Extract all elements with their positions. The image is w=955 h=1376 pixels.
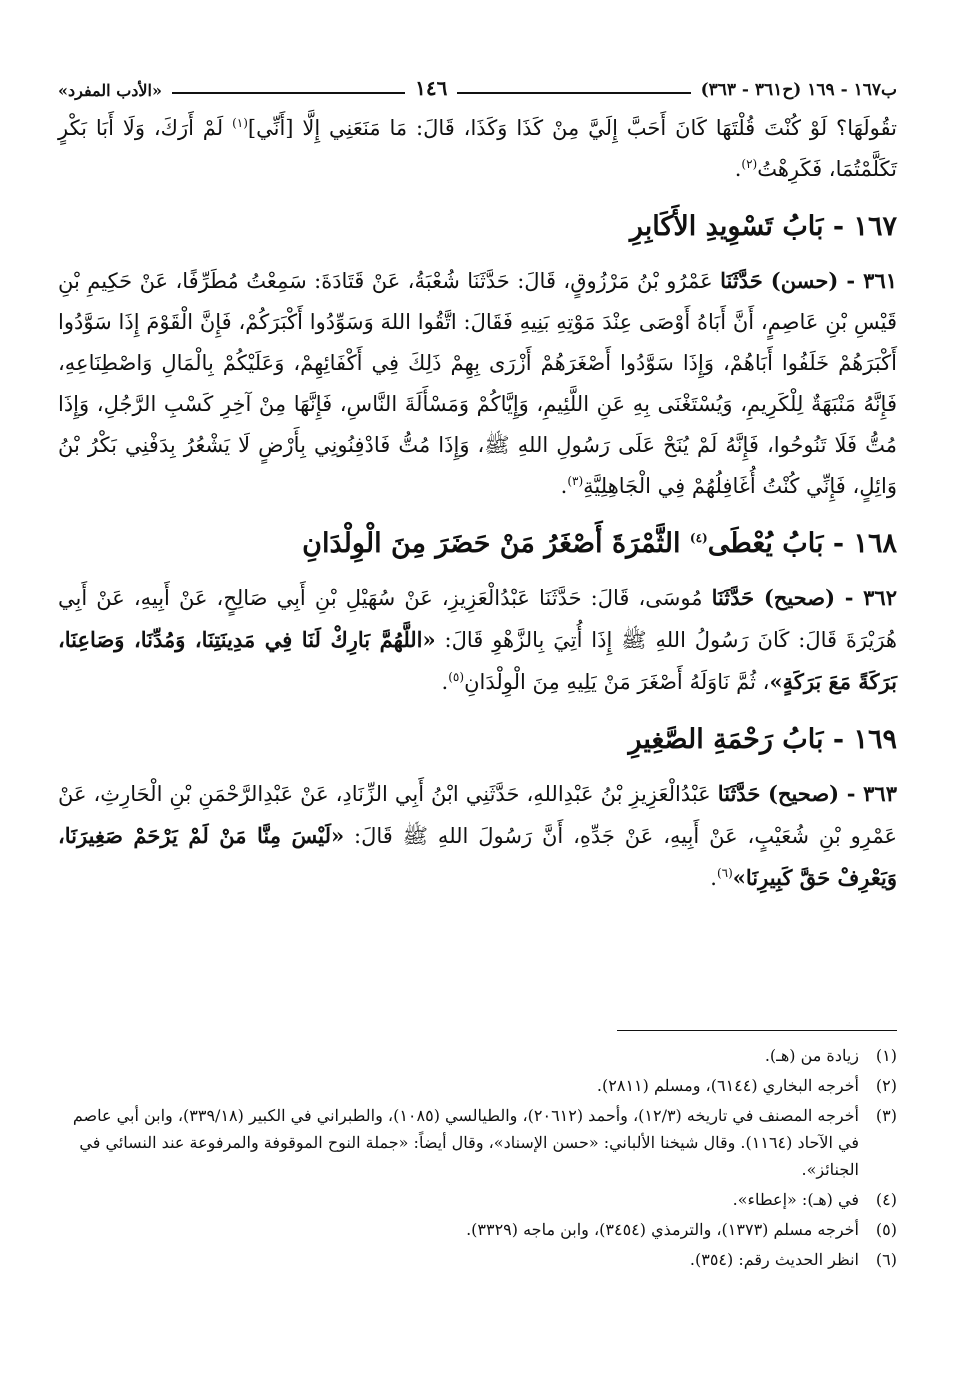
prophetic-quote: «اللَّهُمَّ بَارِكْ لَنَا فِي مَدِينَتِنَا، وَمُدِّنَا، وَصَاعِنَا، بَرَكَةً مَعَ بَرَكَةٍ» bbox=[58, 627, 897, 694]
hadith-grade: (حسن) حَدَّثَنَا bbox=[720, 268, 839, 293]
hadith-grade: (صحيح) حَدَّثَنَا bbox=[717, 781, 840, 806]
footnote bbox=[58, 1102, 897, 1183]
footnote bbox=[58, 1072, 897, 1099]
page-header bbox=[58, 66, 897, 100]
page-number: ١٤٦ bbox=[415, 76, 448, 100]
header-rule bbox=[457, 92, 690, 94]
book-title: «الأدب المفرد» bbox=[58, 81, 162, 100]
footnote-number: (٦) bbox=[875, 1250, 897, 1269]
hadith-number: ٣٦١ - bbox=[838, 268, 898, 293]
intro-text: لَمْ أَرَكَ، وَلَا أَبَا بَكْرٍ تَكَلَّمْتُمَا، فَكَرِهْتُ bbox=[58, 116, 897, 181]
chapter-title-part: الثَّمْرَةَ أَصْغَرُ مَنْ حَضَرَ مِنَ الْوِلْدَانِ bbox=[302, 528, 690, 559]
punctuation: . bbox=[734, 157, 742, 181]
hadith-text: عَمْرُو بْنُ مَرْزُوقٍ، قَالَ: حَدَّثَنَا شُعْبَةُ، عَنْ قَتَادَةَ: سَمِعْتُ مُطَرِّفًا، عَنْ حَكِيمِ بْنِ قَيْسِ بْنِ عَاصِمٍ، أَنَّ أَبَاهُ أَوْصَى عِنْدَ مَوْتِهِ بَنِيهِ فَقَالَ: اتَّقُوا اللهَ وَسَوِّدُوا أَكْبَرَكُمْ، فَإِنَّ الْقَوْمَ إِذَا سَوَّدُوا أَكْبَرَهُمْ خَلَفُوا أَبَاهُمْ، وَإِذَا سَوَّدُوا أَصْغَرَهُمْ أَزْرَى بِهِمْ ذَلِكَ فِي أَكْفَائِهِمْ، وَعَلَيْكُمْ بِالْمَالِ وَاصْطِنَاعِهِ، فَإِنَّهُ مَنْبَهَةٌ لِلْكَرِيمِ، وَيُسْتَغْنَى بِهِ عَنِ اللَّئِيمِ، وَإِيَّاكُمْ وَمَسْأَلَةَ النَّاسِ، فَإِنَّهَا مِنْ آخِرِ كَسْبِ الرَّجُلِ، وَإِذَا مُتُّ فَلَا تَنُوحُوا، فَإِنَّهُ لَمْ يُنَحْ عَلَى رَسُولِ اللهِ ﷺ، وَإِذَا مُتُّ فَادْفِنُونِي بِأَرْضٍ لَا يَشْعُرُ بِدَفْنِي بَكْرُ بْنُ وَائِلٍ، فَإِنِّي كُنْتُ أُغَافِلُهُمْ فِي الْجَاهِلِيَّةِ bbox=[58, 269, 897, 498]
footnote-ref: (٢) bbox=[741, 157, 758, 171]
footnote-ref: (١) bbox=[232, 116, 248, 130]
footnote-ref: (٤) bbox=[689, 531, 708, 545]
hadith-text: ، ثُمَّ نَاوَلَهُ أَصْغَرَ مَنْ يَلِيهِ مِنَ الْوِلْدَانِ bbox=[464, 670, 770, 694]
hadith-number: ٣٦٢ - bbox=[835, 585, 897, 610]
footnote-text: أخرجه البخاري (٦١٤٤)، ومسلم (٢٨١١). bbox=[596, 1076, 859, 1095]
footnote-ref: (٦) bbox=[716, 866, 733, 880]
hadith-paragraph: ٣٦٣ - (صحيح) حَدَّثَنَا عَبْدُالْعَزِيزِ بْنُ عَبْدِاللهِ، حَدَّثَنِي ابْنُ أَبِي الزِّنَادِ، عَنْ عَبْدِالرَّحْمَنِ بْنِ الْحَارِثِ، عَنْ عَمْرِو بْنِ شُعَيْبٍ، عَنْ أَبِيهِ، عَنْ جَدِّهِ، أَنَّ رَسُولَ اللهِ ﷺ قَالَ: «لَيْسَ مِنَّا مَنْ لَمْ يَرْحَمْ صَغِيرَنَا، وَيَعْرِفْ حَقَّ كَبِيرِنَا»$^{(٦)}$. bbox=[58, 781, 898, 890]
hadith-number: ٣٦٣ - bbox=[839, 781, 897, 806]
intro-paragraph bbox=[58, 108, 897, 190]
footnote-text: في (هـ): «إعطاء». bbox=[732, 1190, 859, 1209]
intro-text: تقُولَهَا؟ لَوْ كُنْتَ قُلْتَهَا كَانَ أَحَبَّ إِلَيَّ مِنْ كَذَا وَكَذَا، قَالَ: مَا مَنَعَنِي إِلَّا [أَنِّي] bbox=[247, 116, 897, 140]
footnote bbox=[58, 1042, 897, 1069]
chapter-title bbox=[58, 521, 897, 567]
footnote-text: انظر الحديث رقم: (٣٥٤). bbox=[689, 1250, 859, 1269]
footnote-number: (٣) bbox=[875, 1106, 897, 1125]
main-text bbox=[58, 108, 897, 899]
footnote-number: (٥) bbox=[875, 1220, 897, 1239]
hadith-paragraph: ٣٦١ - (حسن) حَدَّثَنَا عَمْرُو بْنُ مَرْزُوقٍ، قَالَ: حَدَّثَنَا شُعْبَةُ، عَنْ قَتَادَةَ: سَمِعْتُ مُطَرِّفًا، عَنْ حَكِيمِ بْنِ قَيْسِ بْنِ عَاصِمٍ، أَنَّ أَبَاهُ أَوْصَى عِنْدَ مَوْتِهِ بَنِيهِ فَقَالَ: اتَّقُوا اللهَ وَسَوِّدُوا أَكْبَرَكُمْ، فَإِنَّ الْقَوْمَ إِذَا سَوَّدُوا أَكْبَرَهُمْ خَلَفُوا أَبَاهُمْ، وَإِذَا سَوَّدُوا أَصْغَرَهُمْ أَزْرَى بِهِمْ ذَلِكَ فِي أَكْفَائِهِمْ، وَعَلَيْكُمْ بِالْمَالِ وَاصْطِنَاعِهِ، فَإِنَّهُ مَنْبَهَةٌ لِلْكَرِيمِ، وَيُسْتَغْنَى بِهِ عَنِ اللَّئِيمِ، وَإِيَّاكُمْ وَمَسْأَلَةَ النَّاسِ، فَإِنَّهَا مِنْ آخِرِ كَسْبِ الرَّجُلِ، وَإِذَا مُتُّ فَلَا تَنُوحُوا، فَإِنَّهُ لَمْ يُنَحْ عَلَى رَسُولِ اللهِ ﷺ، وَإِذَا مُتُّ فَادْفِنُونِي بِأَرْضٍ لَا يَشْعُرُ بِدَفْنِي بَكْرُ بْنُ وَائِلٍ، فَإِنِّي كُنْتُ أُغَافِلُهُمْ فِي الْجَاهِلِيَّةِ$^{(٣)}$. bbox=[58, 268, 898, 498]
hadith-grade: (صحيح) حَدَّثَنَا bbox=[711, 585, 836, 610]
hadith-text: عَبْدُالْعَزِيزِ بْنُ عَبْدِاللهِ، حَدَّثَنِي ابْنُ أَبِي الزِّنَادِ، عَنْ عَبْدِالرَّحْمَنِ بْنِ الْحَارِثِ، عَنْ عَمْرِو بْنِ شُعَيْبٍ، عَنْ أَبِيهِ، عَنْ جَدِّهِ، أَنَّ رَسُولَ اللهِ ﷺ قَالَ: bbox=[58, 782, 898, 848]
hadith-paragraph: ٣٦٢ - (صحيح) حَدَّثَنَا مُوسَى، قَالَ: حَدَّثَنَا عَبْدُالْعَزِيزِ، عَنْ سُهَيْلِ بْنِ أَبِي صَالِحٍ، عَنْ أَبِيهِ، عَنْ أَبِي هُرَيْرَةَ قَالَ: كَانَ رَسُولُ اللهِ ﷺ إِذَا أُتِيَ بِالزَّهْوِ قَالَ: «اللَّهُمَّ بَارِكْ لَنَا فِي مَدِينَتِنَا، وَمُدِّنَا، وَصَاعِنَا، بَرَكَةً مَعَ بَرَكَةٍ»، ثُمَّ نَاوَلَهُ أَصْغَرَ مَنْ يَلِيهِ مِنَ الْوِلْدَانِ$^{(٥)}$. bbox=[58, 585, 897, 694]
prophetic-quote: «لَيْسَ مِنَّا مَنْ لَمْ يَرْحَمْ صَغِيرَنَا، وَيَعْرِفْ حَقَّ كَبِيرِنَا» bbox=[58, 823, 897, 890]
chapter-reference: ب١٦٧ - ١٦٩ (ح٣٦١ - ٣٦٣) bbox=[700, 80, 897, 100]
footnote-text: زيادة من (هـ). bbox=[764, 1046, 859, 1065]
footnote bbox=[58, 1186, 897, 1213]
footnote-ref: (٥) bbox=[448, 670, 465, 684]
chapter-title: ١٦٩ - بَابُ رَحْمَةِ الصَّغِيرِ bbox=[628, 724, 897, 755]
footnote bbox=[58, 1216, 897, 1243]
footnote bbox=[58, 1246, 897, 1273]
hadith-text: مُوسَى، قَالَ: حَدَّثَنَا عَبْدُالْعَزِيزِ، عَنْ سُهَيْلِ بْنِ أَبِي صَالِحٍ، عَنْ أَبِيهِ، عَنْ أَبِي هُرَيْرَةَ قَالَ: كَانَ رَسُولُ اللهِ ﷺ إِذَا أُتِيَ بِالزَّهْوِ قَالَ: bbox=[58, 586, 897, 652]
chapter-title-part: ١٦٨ - بَابُ يُعْطَى bbox=[707, 528, 897, 559]
header-rule bbox=[172, 92, 405, 94]
footnote-number: (١) bbox=[875, 1046, 897, 1065]
footnote-number: (٢) bbox=[875, 1076, 897, 1095]
footnote-text: أخرجه المصنف في تاريخه (١٢/٣)، وأحمد (٢٠٦١٢)، والطيالسي (١٠٨٥)، والطبراني في الكبير (٣٣٩/١٨)، وابن أبي عاصم في الآحاد (١١٦٤). وقال شيخنا الألباني: «حسن الإسناد»، وقال أيضاً: «جملة النوح الموقوفة والمرفوعة عند النسائي في الجنائز». bbox=[72, 1106, 859, 1179]
chapter-title: ١٦٧ - بَابُ تَسْوِيدِ الأَكَابِرِ bbox=[629, 211, 897, 242]
footnote-number: (٤) bbox=[875, 1190, 897, 1209]
footnote-ref: (٣) bbox=[567, 474, 584, 488]
footnotes bbox=[58, 1042, 897, 1276]
footnote-text: أخرجه مسلم (١٣٧٣)، والترمذي (٣٤٥٤)، وابن ماجه (٣٣٢٩). bbox=[466, 1220, 859, 1239]
footnote-divider bbox=[617, 1030, 897, 1031]
